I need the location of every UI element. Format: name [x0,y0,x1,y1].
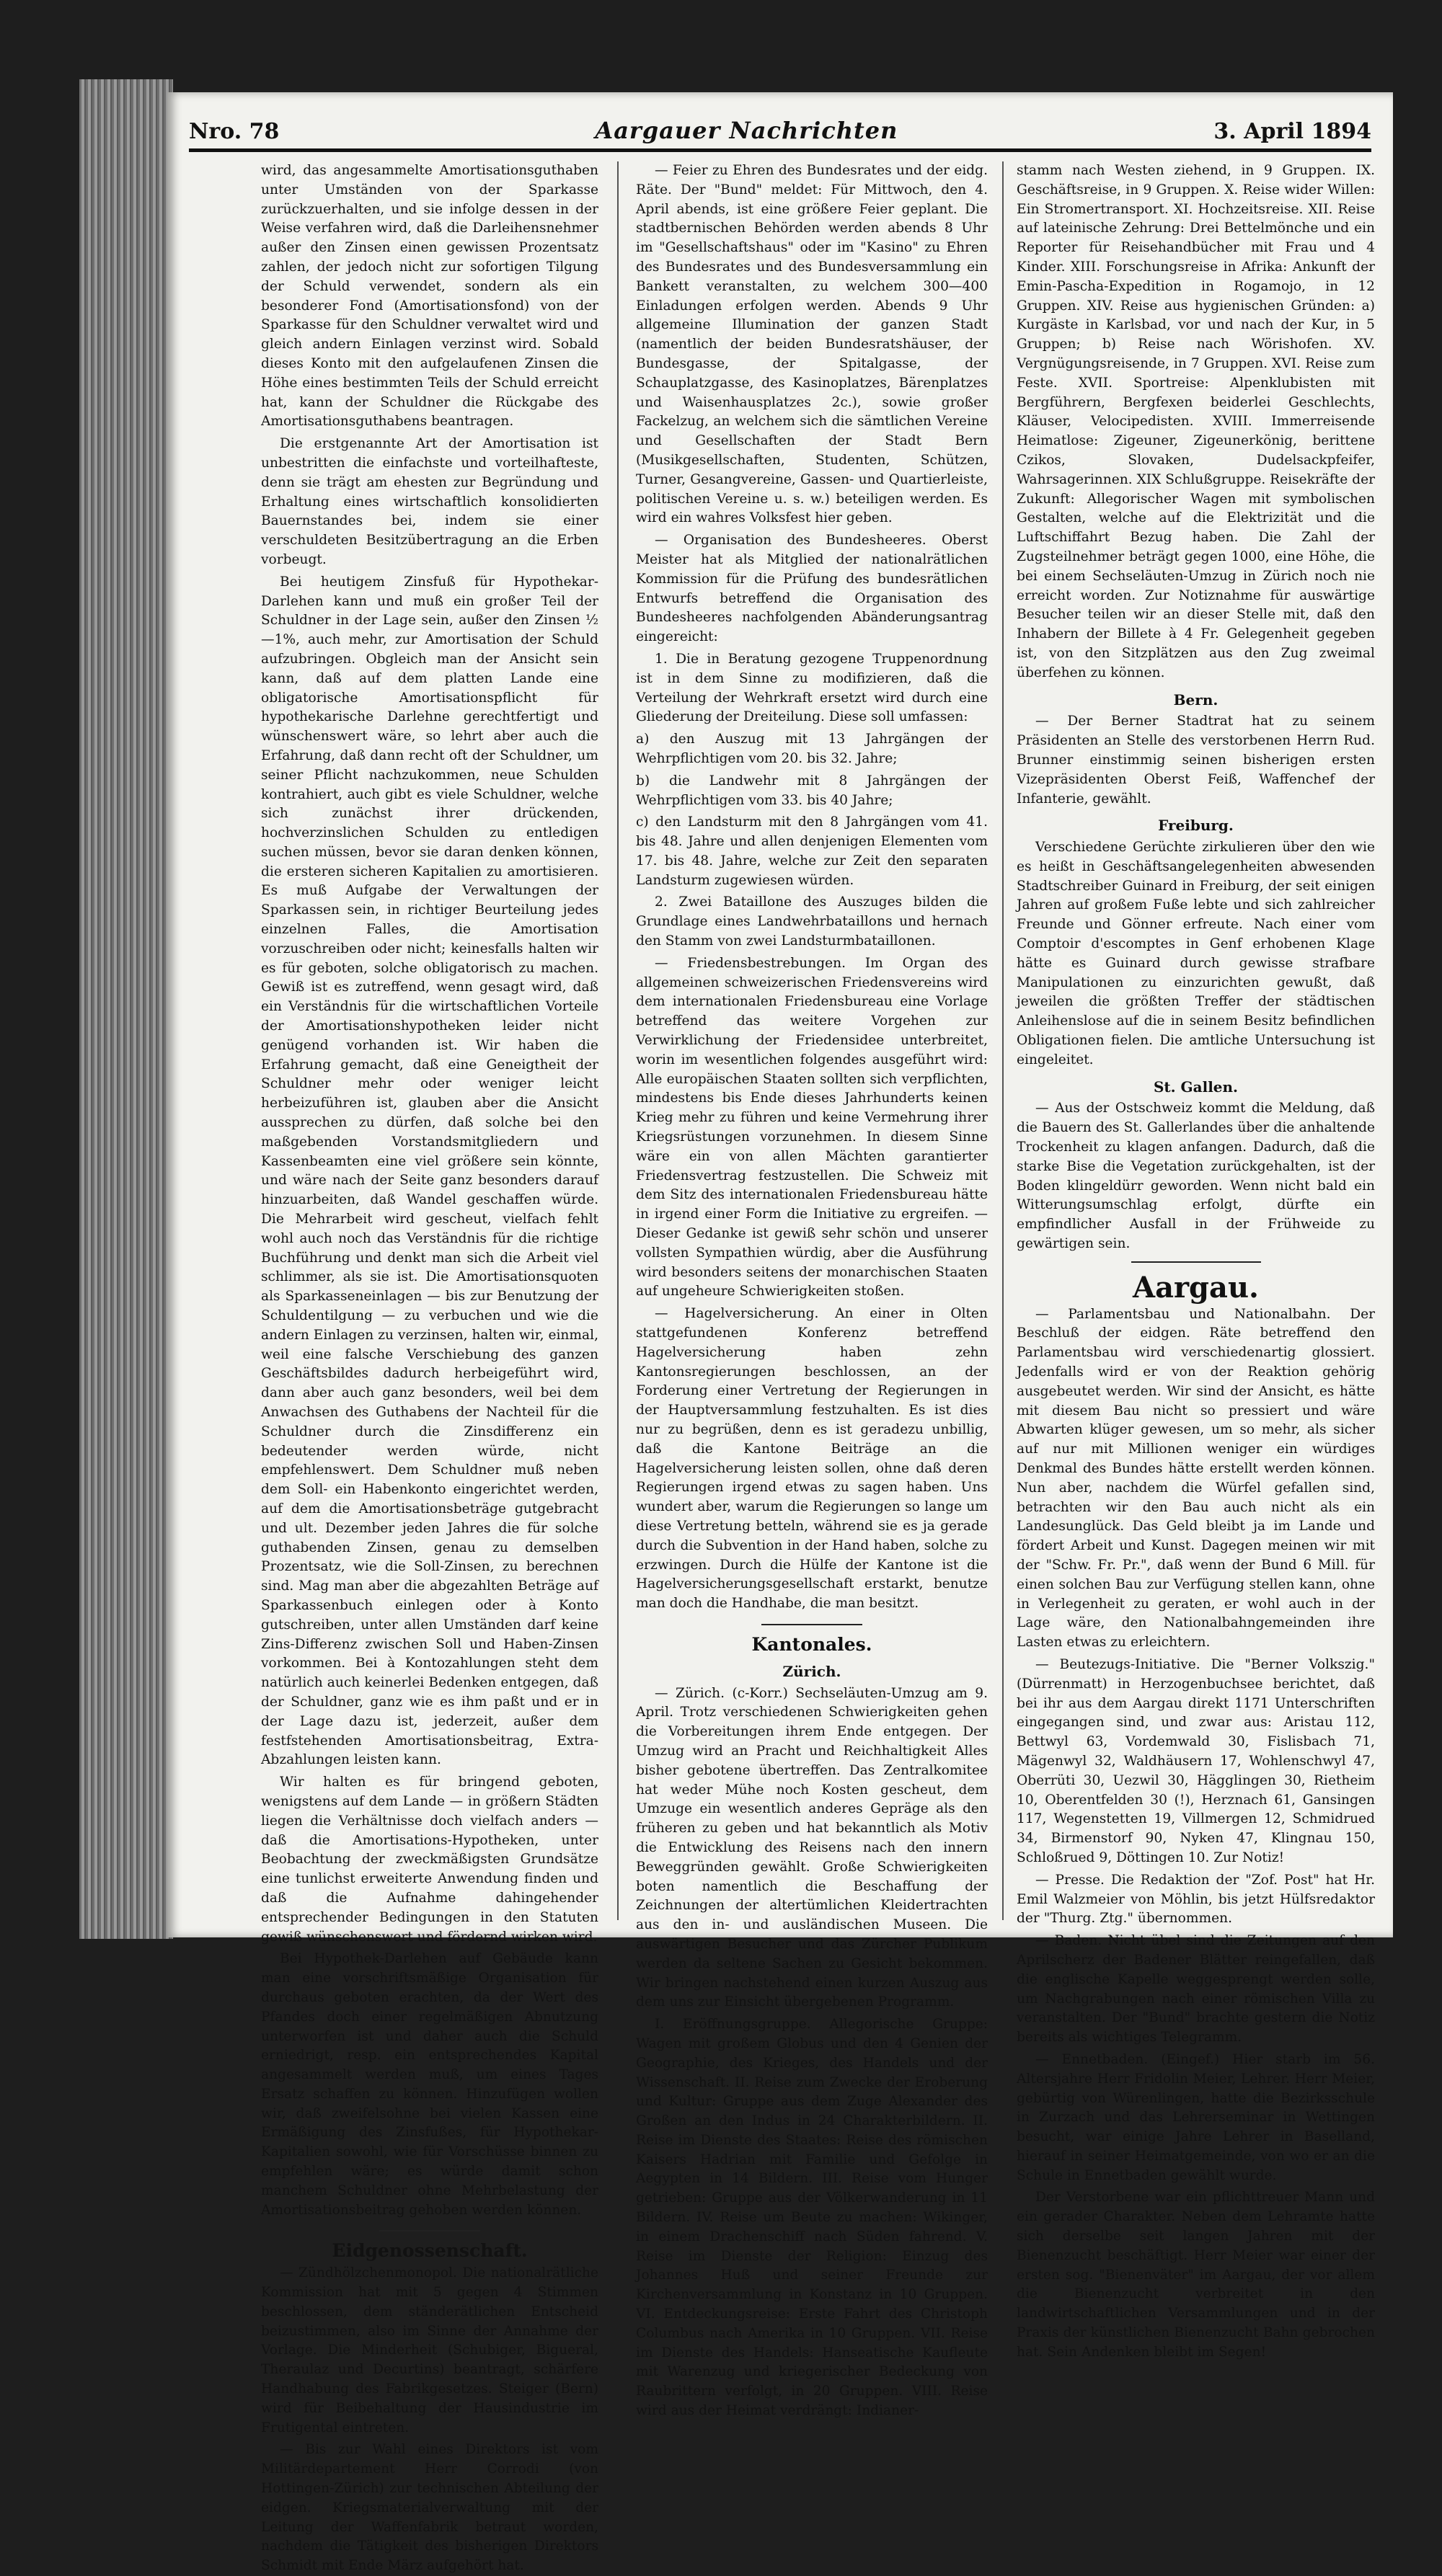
subheading-zurich: Zürich. [782,1662,841,1680]
paragraph: Die erstgenannte Art der Amortisation ist unbestritten die einfachste und vorteilhafteste, denn sie trägt am ehesten zur Begründung und Erhaltung eines wirtschaftlich konsolidierten Bauernstandes bei, indem sie einer verschuldeten Besitzübertragung an die Erben vorbeugt. [261,436,598,567]
column-1 [261,161,598,2574]
column-divider [1002,161,1004,1920]
paragraph: Bei Hypothek-Darlehen auf Gebäude kann man eine vorschriftsmäßige Organisation für durchaus geboten erachten, da der Wert des Pfandes doch einer regelmäßigen Abnutzung unterworfen ist und daher auch die Schuld erniedrigt, resp. ein entsprechendes Kapital angesammelt werden muß, um eines Tages Ersatz schaffen zu können. Hinzufügen wollen wir, daß zweifelsohne bei vielen Kassen eine Ermäßigung des Zinsfußes, für Hypothekar-Kapitalien sowohl, wie für Vorschüsse binnen zu empfehlen wäre; es würde damit schon manchem Schuldner ohne Mehrbelastung der Amortisationsbeitrag gehoben werden können. [261,1951,598,2218]
paragraph: stamm nach Westen ziehend, in 9 Gruppen. IX. Geschäftsreise, in 9 Gruppen. X. Reise wider Willen: Ein Stromertransport. XI. Hochzeitsreise. XII. Reise auf lateinische Zehrung: Drei Bettelmönche und ein Reporter für Reisehandbücher mit Frau und 4 Kinder. XIII. Forschungsreise in Afrika: Ankunft der Emin-Pascha-Expedition in Rogamojo, in 12 Gruppen. XIV. Reise aus hygienischen Gründen: a) Kurgäste in Karlsbad, vor und nach der Kur, in 5 Gruppen; b) Reise nach Wörishofen. XV. Vergnügungsreisende, in 7 Gruppen. XVI. Reise zum Feste. XVII. Sportreise: Alpenklubisten mit Bergführern, Bergfexen beiderlei Geschlechts, Kläuser, Velocipedisten. XVIII. Immerreisende Heimatlose: Zigeuner, Zigeunerkönig, berittene Czikos, Slovaken, Dudelsackpfeifer, Wahrsagerinnen. XIX Schlußgruppe. Reisekräfte der Zukunft: Allegorischer Wagen mit symbolischen Gestalten, welche auf die Elektrizität und die Luftschiffahrt Bezug haben. Die Zahl der Zugsteilnehmer beträgt gegen 1000, eine Höhe, die bei einem Sechseläuten-Umzug in Zürich noch nie erreicht worden. Zur Notiznahme für auswärtige Besucher teilen wir an dieser Stelle mit, daß den Inhabern der Billete à 4 Fr. Gelegenheit gegeben ist, von den Sitzplätzen aus den Zug zweimal überfehen zu können. [1017,163,1375,680]
section-heading-eidgenossenschaft: Eidgenossenschaft. [332,2240,528,2262]
paragraph: wird, das angesammelte Amortisationsguthaben unter Umständen von der Sparkasse zurückzuerhalten, und sie infolge dessen in der Weise verfahren wird, daß die Darleihensnehmer außer den Zinsen einen gewissen Prozentsatz zahlen, der jedoch nicht zur sofortigen Tilgung der Schuld verwendet, sondern als ein besonderer Fond (Amortisationsfond) von der Sparkasse für den Schuldner verwaltet wird und gleich andern Einlagen verzinst wird. Sobald dieses Konto mit den aufgelaufenen Zinsen die Höhe eines bestimmten Teils der Schuld erreicht hat, kann der Schuldner die Rückgabe des Amortisationsguthabens beantragen. [261,163,598,430]
list-item: c) den Landsturm mit den 8 Jahrgängen vom 41. bis 48. Jahre und allen denjenigen Elementen vom 17. bis 48. Jahre, welche zur Zeit den separaten Landsturm zugewiesen würden. [636,814,988,888]
paragraph: Verschiedene Gerüchte zirkulieren über den wie es heißt in Geschäftsangelegenheiten abwesenden Stadtschreiber Guinard in Freiburg, der seit einigen Jahren auf großem Fuße lebte und sich zahlreicher Freunde und Gönner erfreute. Nach einer vom Comptoir d'escomptes in Genf erhobenen Klage hätte es Guinard durch gewisse strafbare Manipulationen zu einzurichten gewußt, daß jeweilen die größten Treffer der städtischen Anleihenslose auf die in seinem Besitz befindlichen Obligationen fielen. Die amtliche Untersuchung ist eingeleitet. [1017,840,1375,1067]
paragraph: Wir halten es für bringend geboten, wenigstens auf dem Lande — in größern Städten liegen die Verhältnisse doch vielfach anders — daß die Amortisations-Hypotheken, unter Beobachtung der zweckmäßigsten Grundsätze eine tunlichst erweiterte Anwendung finden und daß die Aufnahme dahingehender entsprechender Bedingungen in den Statuten gewiß wünschenswert und fördernd wirken wird. [261,1775,598,1945]
paragraph: 2. Zwei Bataillone des Auszuges bilden die Grundlage eines Landwehrbataillons und hernach den Stamm von zwei Landsturmbataillonen. [636,894,988,949]
paragraph: — Aus der Ostschweiz kommt die Meldung, daß die Bauern des St. Gallerlandes über die anhaltende Trockenheit zu klagen anfangen. Dadurch, daß die starke Bise die Vegetation zurückgehalten, ist der Boden klingeldürr geworden. Wenn nicht bald ein Witterungsumschlag erfolgt, dürfte ein empfindlicher Ausfall in der Frühweide zu gewärtigen sein. [1017,1101,1375,1252]
paragraph: — Beutezugs-Initiative. Die "Berner Volkszig." (Dürrenmatt) in Herzogenbuchsee berichtet, daß bei ihr aus dem Aargau direkt 1171 Unterschriften eingegangen sind, und zwar aus: Aristau 112, Bettwyl 63, Vordemwald 30, Fislisbach 71, Mägenwyl 32, Waldhäusern 17, Wohlenschwyl 47, Oberrüti 30, Uezwil 30, Hägglingen 30, Rietheim 10, Oberentfelden 30 (!), Herznach 61, Gansingen 117, Wegenstetten 19, Villmergen 12, Schmidrued 34, Birmenstorf 90, Nyken 47, Klingnau 150, Schloßrued 9, Döttingen 10. Zur Notiz! [1017,1656,1375,1865]
paragraph: — Zürich. (c-Korr.) Sechseläuten-Umzug am 9. April. Trotz verschiedenen Schwierigkeiten gehen die Vorbereitungen ihrem Ende entgegen. Der Umzug wird an Pracht und Reichhaltigkeit Alles bisher gebotene übertreffen. Das Zentralkomitee hat weder Mühe noch Kosten gescheut, dem Umzuge ein wesentlich anderes Gepräge als den früheren zu geben und hat bekanntlich als Motiv die Entwicklung des Reisens nach den innern Beweggründen gewählt. Große Schwierigkeiten boten namentlich die Beschaffung der Zeichnungen der altertümlichen Kleidertrachten aus den in- und ausländischen Museen. Die auswärtigen Besucher und das Zürcher Publikum werden da seltene Sachen zu Gesicht bekommen. Wir bringen nachstehend einen kurzen Auszug aus dem uns zur Einsicht übergebenen Programm. [636,1685,988,2010]
paragraph: — Hagelversicherung. An einer in Olten stattgefundenen Konferenz betreffend Hagelversicherung haben zehn Kantonsregierungen beschlossen, an der Forderung einer Vertretung der Regierungen in der Hauptversammlung festzuhalten. Es ist dies nur zu begrüßen, denn es ist geradezu unbillig, daß die Kantone Beiträge an die Hagelversicherung leisten sollen, ohne daß deren Regierungen irgend etwas zu sagen haben. Uns wundert aber, warum die Regierungen so lange um diese Vertretung betteln, während sie es ja gerade durch die Subvention in der Hand haben, solche zu erzwingen. Durch die Hülfe der Kantone ist die Hagelversicherungsgesellschaft erstarkt, benutze man doch die Handhabe, die man besitzt. [636,1306,988,1612]
column-3 [1017,161,1375,2360]
section-heading-kantonales: Kantonales. [751,1633,872,1655]
column-divider [617,161,619,1920]
subheading-freiburg: Freiburg. [1158,817,1234,835]
section-divider [1131,1261,1261,1263]
issue-date: 3. April 1894 [1213,119,1371,144]
column-2 [636,161,988,2419]
paragraph: — Ennetbaden. (Eingef.) Hier starb im 56. Altersjahre Herr Fridolin Meier, Lehrer. Herr Meier, gebürtig von Würenlingen, hatte die Bezirksschule in Zurzach und das Lehrerseminar in Wettingen besucht, war einige Jahre Lehrer in Baselland, hierauf in seiner Heimatgemeinde, von wo er an die Schule in Ennetbaden gewählt wurde. [1017,2051,1375,2183]
masthead [167,92,1393,144]
paragraph: — Bis zur Wahl eines Direktors ist vom Militärdepartement Herr Corrodi (von Hottingen-Zürich) zur technischen Abteilung der eidgen. Kriegsmaterialverwaltung mit der Leitung der Waffenfabrik betraut worden, nachdem die Tätigkeit des bisherigen Direktors Schmidt mit Ende März aufgehört hat. [261,2442,598,2574]
book-page-edges [79,79,173,1939]
section-divider [379,2230,480,2231]
paragraph: — Feier zu Ehren des Bundesrates und der eidg. Räte. Der "Bund" meldet: Für Mittwoch, den 4. April abends, ist eine größere Feier geplant. Die stadtbernischen Behörden werden abends 8 Uhr im "Gesellschaftshaus" oder im "Kasino" zu Ehren des Bundesrates und des Bundesversammlung ein Bankett veranstalten, zu welchem 300—400 Einladungen erfolgen werden. Abends 9 Uhr allgemeine Illumination der ganzen Stadt (namentlich der beiden Bundesratshäuser, der Bundesgasse, der Spitalgasse, der Schauplatzgasse, des Kasinoplatzes, Bärenplatzes und Waisenhausplatzes 2c.), sowie großer Fackelzug, an welchem sich die sämtlichen Vereine und Gesellschaften der Stadt Bern (Musikgesellschaften, Studenten, Schützen, Turner, Gesangvereine, Gassen- und Quartierleiste, politischen Vereine u. s. w.) beteiligen werden. Es wird ein wahres Volksfest hier geben. [636,163,988,526]
paragraph: — Baden. Nicht übel sind die Zeitungen auf den Aprilscherz der Badener Blätter reingefallen, daß die englische Kapelle weggesprengt werden solle, um Nachgrabungen nach einer römischen Villa zu veranstalten. Der "Bund" brachte gestern die Notiz bereits als wichtiges Telegramm. [1017,1933,1375,2046]
section-heading-aargau: Aargau. [1133,1270,1259,1305]
paragraph: — Parlamentsbau und Nationalbahn. Der Beschluß der eidgen. Räte betreffend den Parlamentsbau wird verschiedenartig glossiert. Jedenfalls wird er von der Reaktion gehörig ausgebeutet werden. Wir sind der Ansicht, es hätte mit diesem Bau nicht so pressiert und wäre Abwarten klüger gewesen, um so mehr, als sicher auf nur mit Millionen weniger ein würdiges Denkmal des Bundes hätte erstellt werden können. Nun aber, nachdem die Würfel gefallen sind, betrachten wir den Bau auch nicht als ein Landesunglück. Das Geld bleibt ja im Lande und fördert Arbeit und Kunst. Dagegen meinen wir mit der "Schw. Fr. Pr.", daß wenn der Bund 6 Mill. für einen solchen Bau zur Verfügung stellen kann, ohne in Verlegenheit zu geraten, er wohl auch in der Lage wäre, den Nationalbahngemeinden ihre Lasten etwas zu erleichtern. [1017,1306,1375,1651]
newspaper-title: Aargauer Nachrichten [595,117,898,144]
issue-number: Nro. 78 [189,119,280,144]
paragraph: Der Verstorbene war ein pflichttreuer Mann und ein gerader Charakter. Neben dem Lehramte hatte sich derselbe seit langen Jahren mit der Bienenzucht beschäftigt. Herr Meier war einer der ersten sog. "Bienenväter" im Aargau, der vor allem die Bienenzucht verbreitet in den landwirtschaftlichen Versammlungen und in der Praxis der künstlichen Bienenzucht Bahn gebrochen hat. Sein Andenken bleibt im Segen! [1017,2190,1375,2360]
paragraph: 1. Die in Beratung gezogene Truppenordnung ist in dem Sinne zu modifizieren, daß die Verteilung der Wehrkraft ersetzt wird durch eine Gliederung der Dreiteilung. Diese soll umfassen: [636,651,988,725]
section-divider [761,1624,862,1625]
newspaper-page [167,92,1393,2574]
list-item: b) die Landwehr mit 8 Jahrgängen der Wehrpflichtigen vom 33. bis 40 Jahre; [636,773,988,808]
paragraph: Bei heutigem Zinsfuß für Hypothekar-Darlehen kann und muß ein großer Teil der Schuldner in der Lage sein, außer den Zinsen ½—1%, auch mehr, zur Amortisation der Schuld aufzubringen. Obgleich man der Ansicht sein kann, daß auf dem platten Lande eine obligatorische Amortisationspflicht für hypothekarische Darlehne gerechtfertigt und wünschenswert wäre, so lehrt aber auch die Erfahrung, daß dann recht oft der Schuldner, um seiner Pflicht nachzukommen, neue Schulden kontrahiert, auch gibt es viele Schuldner, welche sich zunächst ihrer drückenden, hochverzinslichen Schulden zu entledigen suchen müssen, bevor sie daran denken können, die ersteren sicheren Kapitalien zu amortisieren. Es muß Aufgabe der Verwaltungen der Sparkassen sein, in richtiger Beurteilung jedes einzelnen Falles, die Amortisation vorzuschreiben oder nicht; keinesfalls halten wir es für geboten, solche obligatorisch zu machen. Gewiß ist es zutreffend, wenn gesagt wird, daß ein Verständnis für die wirtschaftlichen Vorteile der Amortisationshypotheken leider nicht genügend vorhanden ist. Wir haben die Erfahrung gemacht, daß eine Geneigtheit der Schuldner mehr oder weniger leicht herbeizuführen ist, glauben aber die Ansicht aussprechen zu dürfen, daß solche bei den maßgebenden Vorstandsmitgliedern und Kassenbeamten eine viel größere sein könnte, und wäre nach der Seite ganz besonders darauf hinzuarbeiten, daß Wandel geschaffen würde. Die Mehrarbeit wird gescheut, vielfach fehlt wohl auch noch das Verständnis für die richtige Buchführung und denkt man sich die Arbeit viel schlimmer, als sie ist. Die Amortisationsquoten als Sparkasseneinlagen — bis zur Benutzung der Schuldentilgung — zu verbuchen und wie die andern Einlagen zu verzinsen, halten wir, einmal, weil eine falsche Verschiebung des ganzen Geschäftsbildes dadurch herbeigeführt wird, dann aber auch ganz besonders, weil bei dem Anwachsen des Guthabens der Nachteil für die Schuldner durch die Zinsdifferenz ein bedeutender werden würde, nicht empfehlenswert. Dem Schuldner muß neben dem Soll- ein Habenkonto eingerichtet werden, auf dem die Amortisationsbeträge gutgebracht und ult. Dezember jeden Jahres die für solche guthabenden Zinsen, genau zu demselben Prozentsatz, wie die Soll-Zinsen, zu berechnen sind. Mag man aber die abgezahlten Beträge auf Sparkassenbuch einlegen oder à Konto gutschreiben, unter allen Umständen darf keine Zins-Differenz zwischen Soll und Haben-Zinsen vorkommen. Bei à Kontozahlungen steht dem natürlich auch keinerlei Bedenken entgegen, daß der Schuldner, ganz wie es ihm paßt und er in der Lage dazu ist, jederzeit, außer dem festfstehenden Amortisationsbeitrag, Extra-Abzahlungen leisten kann. [261,574,598,1768]
paragraph: I. Eröffnungsgruppe. Allegorische Gruppe: Wagen mit großem Globus und den 4 Genien der Geographie, des Krieges, des Handels und der Wissenschaft. II. Reise zum Zwecke der Eroberung und Kultur: Gruppe aus dem Zuge Alexander des Großen an den Indus in 24 Charakterbildern. II. Reise im Dienste des Staates: Reise des römischen Kaisers Hadrian mit Familie und Gefolge in Aegypten in 14 Bildern. III. Reise vom Hunger getrieben: Gruppe aus der Völkerwanderung in 11 Bildern. IV. Reise um Beute zu machen: Wikinger, in einem Drachenschiff nach Süden fahrend. V. Reise im Dienste der Religion: Einzug des Johannes Huß und seiner Freunde zur Kirchenversammlung in Konstanz in 10 Gruppen. VI. Entdeckungsreise: Erste Fahrt des Christoph Columbus nach Amerika in 10 Gruppen. VII. Reise im Dienste des Handels: Hanseatische Kaufleute mit Warenzug und kriegerischer Bedeckung von Raubrittern verfolgt, in 20 Gruppen. VIII. Reise wird aus der Heimat verdrängt: Indianer- [636,2017,988,2419]
paragraph: — Presse. Die Redaktion der "Zof. Post" hat Hr. Emil Walzmeier von Möhlin, bis jetzt Hülfsredaktor der "Thurg. Ztg." übernommen. [1017,1872,1375,1927]
paragraph: — Organisation des Bundesheeres. Oberst Meister hat als Mitglied der nationalrätlichen Kommission für die Prüfung des bundesrätlichen Entwurfs betreffend die Organisation des Bundesheeres nachfolgenden Abänderungsantrag eingereicht: [636,533,988,645]
subheading-bern: Bern. [1173,690,1218,709]
list-item: a) den Auszug mit 13 Jahrgängen der Wehrpflichtigen vom 20. bis 32. Jahre; [636,732,988,766]
paragraph: — Zündhölzchenmonopol. Die nationalrätliche Kommission hat mit 5 gegen 4 Stimmen beschlossen, dem ständerätlichen Entscheid beizustimmen, also im Sinne der Annahme der Vorlage. Die Minderheit (Schubiger, Bigueral, Theraulaz und Decurtins) beantragt, schärfere Handhabung des Fabrikgesetzes. Steiger (Bern) wird für Beibehaltung der Hausindustrie im Frutigental eintreten. [261,2265,598,2435]
paragraph: — Friedensbestrebungen. Im Organ des allgemeinen schweizerischen Friedensvereins wird dem internationalen Friedensbureau eine Vorlage betreffend das weitere Vorgehen zur Verwirklichung der Friedensidee unterbreitet, worin im wesentlichen folgendes ausgeführt wird: Alle europäischen Staaten sollten sich verpflichten, mindestens bis Ende dieses Jahrhunderts keinen Krieg mehr zu führen und keine Vermehrung ihrer Kriegsrüstungen vorzunehmen. In diesem Sinne wäre ein von allen Mächten garantierter Friedensvertrag festzustellen. Die Schweiz mit dem Sitz des internationalen Friedensbureau hätte in irgend einer Form die Initiative zu ergreifen. — Dieser Gedanke ist gewiß sehr schön und unserer vollsten Sympathien würdig, aber die Ausführung wird besonders seitens der monarchischen Staaten auf ungeheure Schwierigkeiten stoßen. [636,955,988,1300]
masthead-rule [189,148,1371,152]
paragraph: — Der Berner Stadtrat hat zu seinem Präsidenten an Stelle des verstorbenen Herrn Rud. Brunner einstimmig seinen bisherigen ersten Vizepräsidenten Oberst Feiß, Waffenchef der Infanterie, gewählt. [1017,714,1375,807]
subheading-st-gallen: St. Gallen. [1153,1078,1239,1096]
